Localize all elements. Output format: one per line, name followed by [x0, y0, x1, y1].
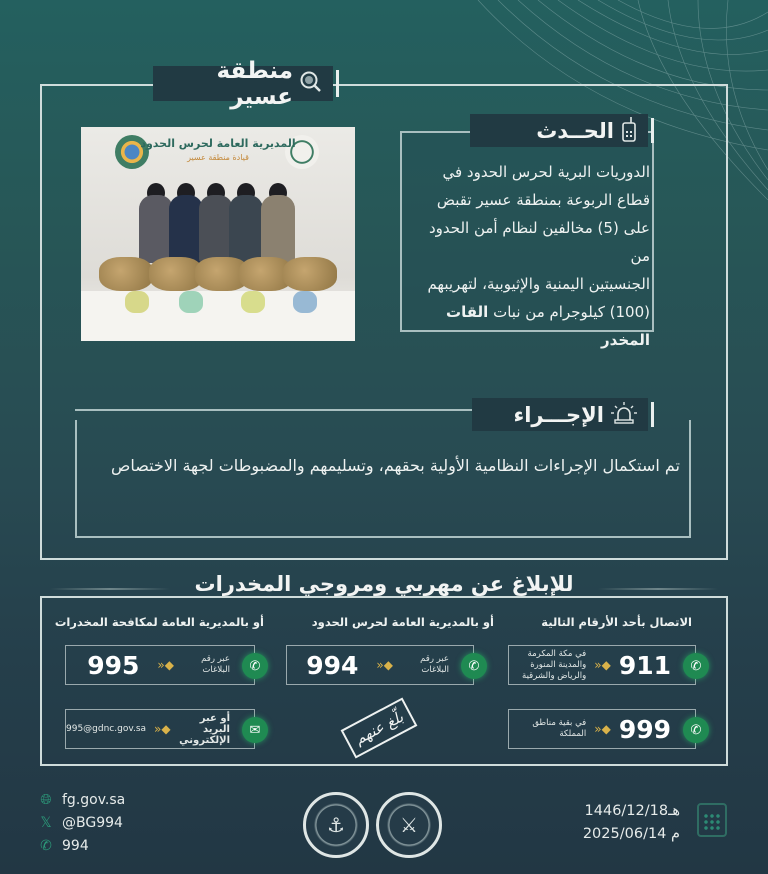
- x-logo-icon: 𝕏: [40, 815, 52, 831]
- x-handle-text: @BG994: [62, 815, 123, 831]
- action-description: تم استكمال الإجراءات النظامية الأولية بحقهم، وتسليمهم والمضبوطات لجهة الاختصاص: [111, 456, 680, 475]
- column-heading-border-guard: أو بالمديرية العامة لحرس الحدود: [311, 615, 494, 629]
- hotline-994[interactable]: [286, 645, 480, 685]
- event-title-tab: [470, 114, 648, 147]
- phone-link[interactable]: [38, 838, 89, 854]
- report-title: للإبلاغ عن مهربي ومروجي المخدرات: [0, 572, 768, 596]
- calendar-icon: [697, 803, 727, 837]
- phone-icon[interactable]: ✆: [683, 717, 709, 743]
- event-highlight: القات المخدر: [446, 303, 650, 349]
- event-title: الحــدث: [536, 118, 614, 143]
- hotline-999[interactable]: [508, 709, 702, 749]
- phone-icon[interactable]: ✆: [242, 653, 268, 679]
- tab-accent-bar: [336, 70, 339, 97]
- hotline-note: عبر رقم البلاغات: [420, 654, 449, 675]
- double-chevron-icon: ◆«: [157, 658, 174, 672]
- email-report[interactable]: [65, 709, 261, 749]
- website-text: fg.gov.sa: [62, 792, 126, 808]
- dates: [570, 800, 680, 846]
- seizure-photo: [81, 127, 355, 341]
- hotline-995[interactable]: [65, 645, 261, 685]
- event-description: [410, 158, 650, 354]
- hotline-number: 994: [306, 650, 359, 680]
- region-title-tab: [153, 57, 333, 110]
- alarm-siren-icon: [610, 401, 638, 429]
- tab-accent-bar: [651, 402, 654, 427]
- hotline-note: في مكة المكرمة والمدينة المنورة والرياض والشرقية: [522, 648, 587, 681]
- action-title: الإجـــراء: [513, 402, 604, 427]
- column-heading-call: الاتصال بأحد الأرقام التالية: [541, 615, 692, 629]
- hotline-note: عبر رقم البلاغات: [201, 654, 230, 675]
- search-badge-icon: [299, 70, 323, 98]
- email-note: أو عبر البريد الإلكتروني: [179, 712, 230, 746]
- double-chevron-icon: ◆«: [376, 658, 393, 672]
- event-line: الجنسيتين اليمنية والإثيوبية، لتهريبهم: [427, 275, 650, 293]
- column-heading-narcotics-control: أو بالمديرية العامة لمكافحة المخدرات: [54, 615, 264, 629]
- hotline-911[interactable]: [508, 645, 702, 685]
- photo-header-org: المديرية العامة لحرس الحدود: [140, 137, 296, 150]
- hijri-date: 1446/12/18هـ: [584, 803, 680, 819]
- event-line-text: (100) كيلوجرام من نبات: [493, 303, 650, 321]
- double-chevron-icon: ◆«: [594, 722, 611, 736]
- event-line: قطاع الربوعة بمنطقة عسير تقبض: [436, 191, 650, 209]
- walkie-talkie-icon: [620, 116, 638, 146]
- website-link[interactable]: [38, 792, 125, 808]
- region-title: منطقة عسير: [216, 57, 293, 110]
- email-address[interactable]: 995@gdnc.gov.sa: [66, 724, 147, 734]
- hotline-note: في بقية مناطق المملكة: [532, 718, 587, 739]
- double-chevron-icon: ◆«: [594, 658, 611, 672]
- phone-icon: ✆: [40, 838, 52, 854]
- phone-text: 994: [62, 838, 89, 854]
- event-line: [410, 298, 650, 354]
- event-line: على (5) مخالفين لنظام أمن الحدود من: [428, 219, 650, 265]
- hotline-number: 999: [618, 714, 671, 744]
- globe-icon: 🌐︎: [40, 792, 52, 808]
- tab-accent-bar: [651, 118, 654, 143]
- phone-icon[interactable]: ✆: [461, 653, 487, 679]
- saudi-emblem: ⚔︎: [376, 792, 442, 858]
- hotline-number: 911: [618, 650, 671, 680]
- hotline-number: 995: [87, 650, 140, 680]
- border-guard-emblem: ⚓︎: [303, 792, 369, 858]
- action-title-tab: [472, 398, 648, 431]
- report-them-stamp: بلّغ عنهم: [341, 697, 418, 758]
- event-line: الدوريات البرية لحرس الحدود في: [442, 163, 650, 181]
- email-icon[interactable]: ✉: [242, 717, 268, 743]
- double-chevron-icon: ◆«: [154, 722, 171, 736]
- photo-header-command: قيادة منطقة عسير: [187, 153, 249, 162]
- phone-icon[interactable]: ✆: [683, 653, 709, 679]
- x-handle-link[interactable]: [38, 815, 123, 831]
- gregorian-date: 2025/06/14 م: [582, 826, 680, 842]
